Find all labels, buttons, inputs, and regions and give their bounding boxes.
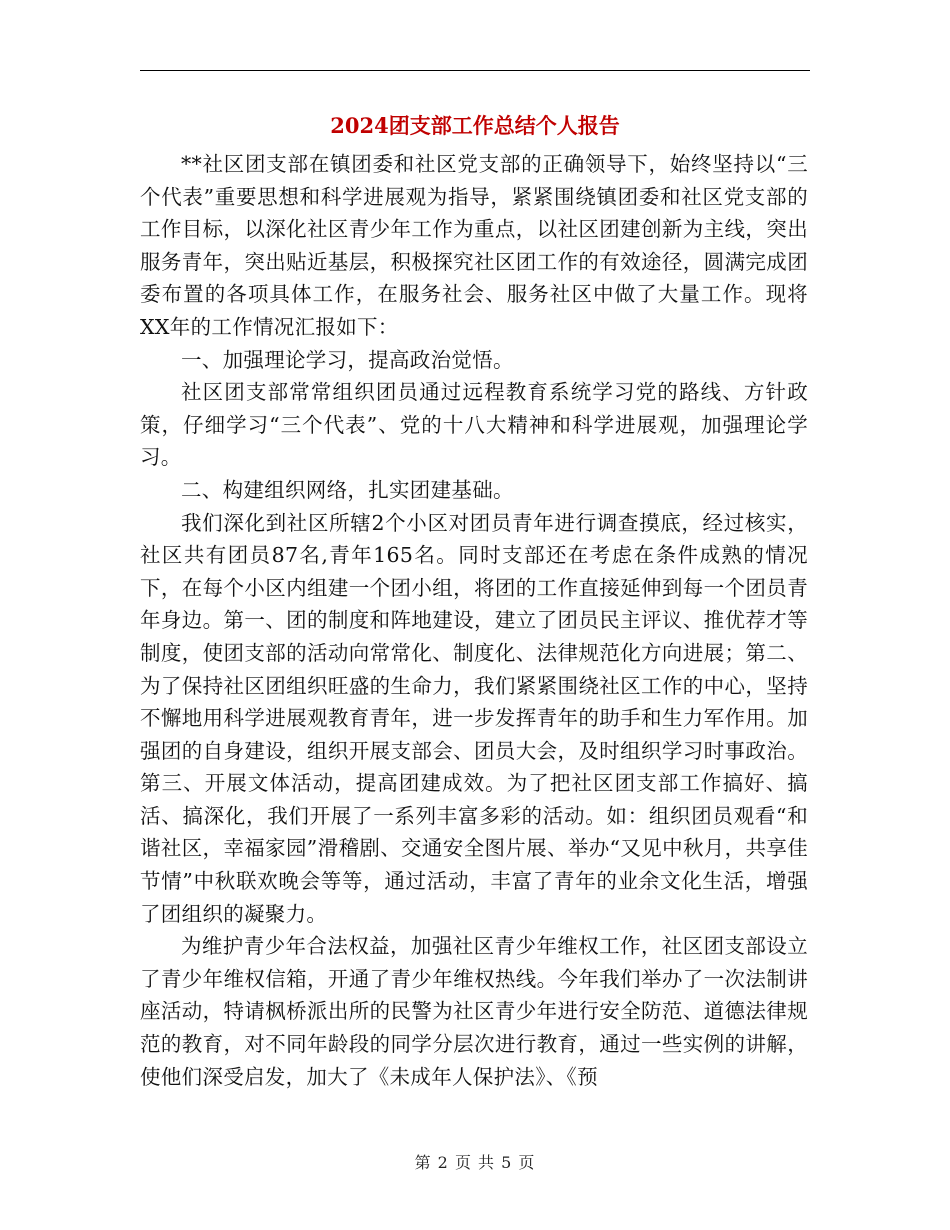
paragraph-rights-protection: 为维护青少年合法权益，加强社区青少年维权工作，社区团支部设立了青少年维权信箱，开通了青少年维权热线。今年我们举办了一次法制讲座活动，特请枫桥派出所的民警为社区青少年进行安全防范、道德法律规范的教育，对不同年龄段的同学分层次进行教育，通过一些实例的讲解，使他们深受启发，加大了《未成年人保护法》、《预 <box>140 934 808 1089</box>
section-heading-1: 一、加强理论学习，提高政治觉悟。 <box>181 347 514 372</box>
page-number-footer: 第 2 页 共 5 页 <box>414 1153 536 1172</box>
header-rule <box>140 70 810 71</box>
document-title: 2024团支部工作总结个人报告 <box>330 113 620 138</box>
paragraph-intro: **社区团支部在镇团委和社区党支部的正确领导下，始终坚持以“三个代表”重要思想和科学进展观为指导，紧紧围绕镇团委和社区党支部的工作目标，以深化社区青少年工作为重点，以社区团建创新为主线，突出服务青年，突出贴近基层，积极探究社区团工作的有效途径，圆满完成团委布置的各项具体工作，在服务社会、服务社区中做了大量工作。现将XX年的工作情况汇报如下： <box>140 152 808 339</box>
paragraph-theory-study: 社区团支部常常组织团员通过远程教育系统学习党的路线、方针政策，仔细学习“三个代表”、党的十八大精神和科学进展观，加强理论学习。 <box>140 380 808 470</box>
section-heading-2: 二、构建组织网络，扎实团建基础。 <box>181 477 514 502</box>
document-body <box>140 148 808 1093</box>
paragraph-organization: 我们深化到社区所辖2个小区对团员青年进行调查摸底，经过核实，社区共有团员87名,青年165名。同时支部还在考虑在条件成熟的情况下，在每个小区内组建一个团小组，将团的工作直接延伸到每一个团员青年身边。第一、团的制度和阵地建设，建立了团员民主评议、推优荐才等制度，使团支部的活动向常常化、制度化、法律规范化方向进展；第二、为了保持社区团组织旺盛的生命力，我们紧紧围绕社区工作的中心，坚持不懈地用科学进展观教育青年，进一步发挥青年的助手和生力军作用。加强团的自身建设，组织开展支部会、团员大会，及时组织学习时事政治。第三、开展文体活动，提高团建成效。为了把社区团支部工作搞好、搞活、搞深化，我们开展了一系列丰富多彩的活动。如：组织团员观看“和谐社区，幸福家园”滑稽剧、交通安全图片展、举办“又见中秋月，共享佳节情”中秋联欢晚会等等，通过活动，丰富了青年的业余文化生活，增强了团组织的凝聚力。 <box>140 510 808 926</box>
